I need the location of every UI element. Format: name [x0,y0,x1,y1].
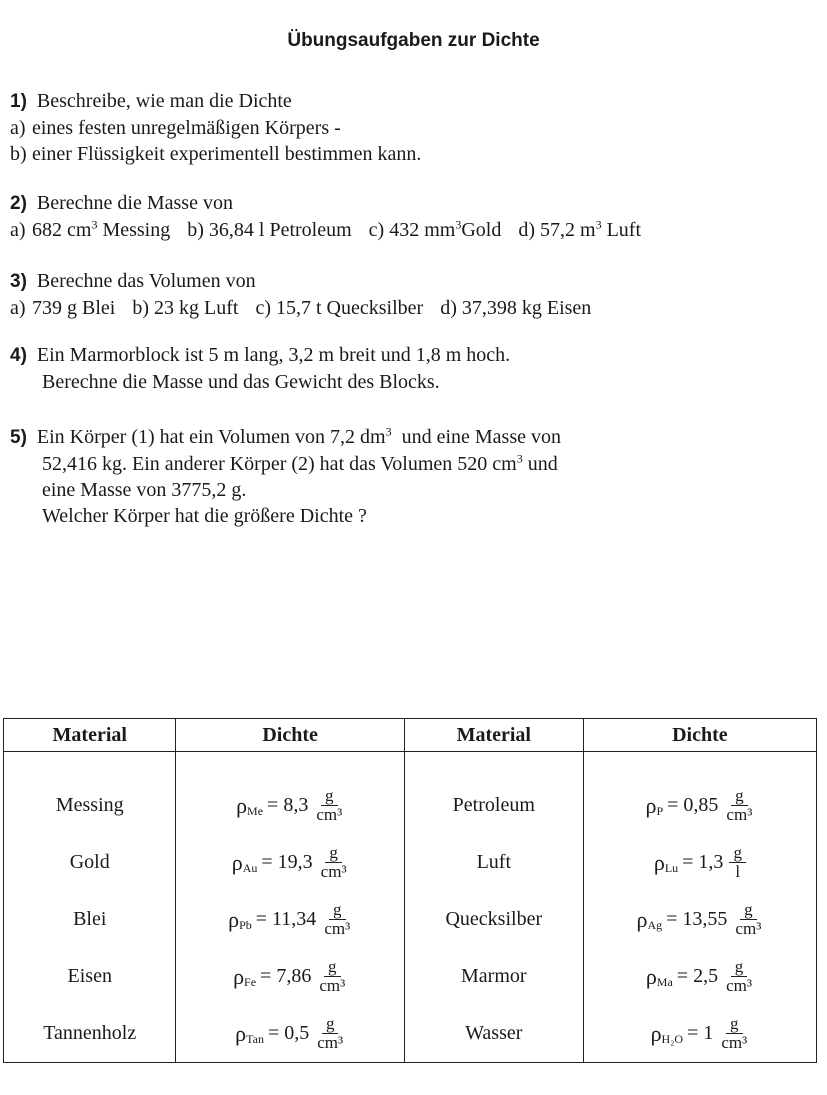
rho-symbol: ρ [650,1020,662,1046]
density-value: = 11,34 [255,908,317,930]
exponent: 3 [385,424,392,439]
unit-denominator: cm³ [726,976,752,995]
material-cell: Quecksilber [404,891,583,948]
unit-fraction [319,844,349,881]
sub-text: einer Flüssigkeit experimentell bestimmen kann. [32,143,422,165]
exponent: 3 [595,217,602,232]
task-text: Berechne die Masse und das Gewicht des Blocks. [42,371,440,393]
rho-symbol: ρ [231,849,243,875]
task-number: 3) [10,271,27,292]
unit-fraction [724,958,754,995]
unit-numerator: g [321,787,338,806]
density-value: = 0,5 [267,1022,310,1044]
rho-subscript: Ag [647,918,663,932]
task-text: eine Masse von 3775,2 g. [42,479,247,501]
rho-subscript: Tan [246,1032,264,1046]
sub-label: d) [518,219,536,241]
unit-denominator: cm³ [316,805,343,824]
task-1 [10,88,820,167]
sub-label: d) [440,297,457,319]
column-header-density: Dichte [583,719,816,752]
density-value: = 8,3 [267,794,309,816]
rho-subscript: Fe [244,975,257,989]
sub-text: 739 g Blei [32,297,116,319]
material-cell: Marmor [404,948,583,1005]
table-row [4,891,817,948]
rho-symbol: ρ [233,963,245,989]
unit-numerator: g [324,958,341,977]
task-text: 52,416 kg. Ein anderer Körper (2) hat das Volumen 520 cm [42,453,517,475]
rho-subscript: P [656,804,664,818]
unit-numerator: g [325,844,342,863]
sub-text: 23 kg Luft [154,297,239,319]
density-cell [176,948,404,1005]
task-number: 2) [10,193,27,214]
sub-label: a) [10,297,26,319]
sub-text: 36,84 l Petroleum [208,219,352,241]
task-number: 1) [10,91,27,112]
unit-fraction [719,1015,749,1052]
rho-symbol: ρ [236,792,248,818]
density-formula [228,901,352,938]
density-cell [583,891,816,948]
density-formula [654,844,746,881]
table-row [4,948,817,1005]
material-cell: Eisen [4,948,176,1005]
task-number: 5) [10,427,27,448]
density-cell [176,834,404,891]
density-formula [651,1015,750,1052]
density-cell [176,752,404,835]
unit-numerator: g [729,844,746,863]
material-cell: Gold [4,834,176,891]
unit-fraction [314,787,344,824]
sub-text: 15,7 t Quecksilber [276,297,424,319]
sub-label: b) [132,297,150,319]
task-text: Welcher Körper hat die größere Dichte ? [42,505,367,527]
material-cell: Luft [404,834,583,891]
material-cell: Blei [4,891,176,948]
density-cell [176,891,404,948]
sub-text: 682 cm [32,219,92,241]
density-cell [583,1005,816,1063]
unit-denominator: cm³ [721,1033,748,1052]
density-formula [636,901,763,938]
task-text: Berechne die Masse von [36,192,233,214]
density-value: = 13,55 [666,908,728,930]
density-formula [232,844,349,881]
unit-numerator: g [740,901,757,920]
task-3 [10,268,820,321]
exponent: 3 [455,217,462,232]
rho-subscript: Pb [239,918,252,932]
page-title: Übungsaufgaben zur Dichte [287,30,540,51]
rho-subscript: H₂O [661,1032,684,1046]
unit-denominator: l [735,862,741,881]
unit-fraction [322,901,352,938]
rho-subscript: Ma [656,975,673,989]
unit-numerator: g [322,1015,339,1034]
density-value: = 1 [687,1022,714,1044]
rho-symbol: ρ [653,849,665,875]
unit-denominator: cm³ [324,919,351,938]
unit-fraction [315,1015,345,1052]
sub-text: Messing [102,219,171,241]
density-formula [645,787,754,824]
table-row [4,1005,817,1063]
unit-denominator: cm³ [319,976,346,995]
density-value: = 0,85 [667,794,719,816]
unit-numerator: g [726,1015,743,1034]
task-number: 4) [10,345,27,366]
material-cell: Messing [4,752,176,835]
density-value: = 19,3 [261,851,313,873]
task-4 [10,342,820,395]
column-header-material: Material [4,719,176,752]
sub-text: 57,2 m [540,219,596,241]
sub-text: Gold [461,219,502,241]
sub-text: 37,398 kg Eisen [461,297,592,319]
task-text: Ein Marmorblock ist 5 m lang, 3,2 m breit und 1,8 m hoch. [36,344,511,366]
material-cell: Wasser [404,1005,583,1063]
unit-numerator: g [731,787,748,806]
sub-text: eines festen unregelmäßigen Körpers - [32,117,341,139]
sub-label: b) [187,219,204,241]
sub-text: Luft [606,219,642,241]
density-formula [236,787,344,824]
sub-text: 432 mm [389,219,456,241]
density-cell [583,948,816,1005]
density-formula [646,958,754,995]
density-value: = 2,5 [676,965,719,987]
density-value: = 1,3 [682,851,724,873]
task-text: Beschreibe, wie man die Dichte [36,90,292,112]
rho-symbol: ρ [645,792,657,818]
rho-subscript: Lu [664,861,679,875]
density-cell [583,834,816,891]
density-value: = 7,86 [260,965,312,987]
unit-fraction [729,844,746,881]
sub-label: a) [10,219,26,241]
unit-fraction [724,787,754,824]
task-2 [10,190,820,243]
sub-label: c) [368,219,385,241]
rho-subscript: Au [242,861,258,875]
sub-label: b) [10,143,27,165]
table-header-row [4,719,817,752]
material-cell: Petroleum [404,752,583,835]
table-row [4,834,817,891]
unit-denominator: cm³ [317,1033,344,1052]
material-cell: Tannenholz [4,1005,176,1063]
sub-label: c) [255,297,271,319]
rho-symbol: ρ [228,906,240,932]
table-row [4,752,817,835]
rho-symbol: ρ [636,906,648,932]
task-text: und [527,453,558,475]
unit-denominator: cm³ [726,805,753,824]
unit-denominator: cm³ [320,862,347,881]
rho-symbol: ρ [235,1020,247,1046]
unit-denominator: cm³ [735,919,762,938]
column-header-material: Material [404,719,583,752]
density-formula [233,958,347,995]
density-cell [176,1005,404,1063]
density-cell [583,752,816,835]
task-text: Berechne das Volumen von [36,270,256,292]
task-5 [10,424,820,529]
density-table [3,718,817,1063]
rho-symbol: ρ [645,963,657,989]
density-formula [235,1015,345,1052]
column-header-density: Dichte [176,719,404,752]
exponent: 3 [91,217,98,232]
unit-fraction [733,901,763,938]
exponent: 3 [516,451,523,466]
unit-fraction [317,958,347,995]
sub-label: a) [10,117,26,139]
task-text: und eine Masse von [401,426,561,448]
task-text: Ein Körper (1) hat ein Volumen von 7,2 dm [36,426,386,448]
unit-numerator: g [329,901,346,920]
rho-subscript: Me [247,804,264,818]
unit-numerator: g [731,958,748,977]
